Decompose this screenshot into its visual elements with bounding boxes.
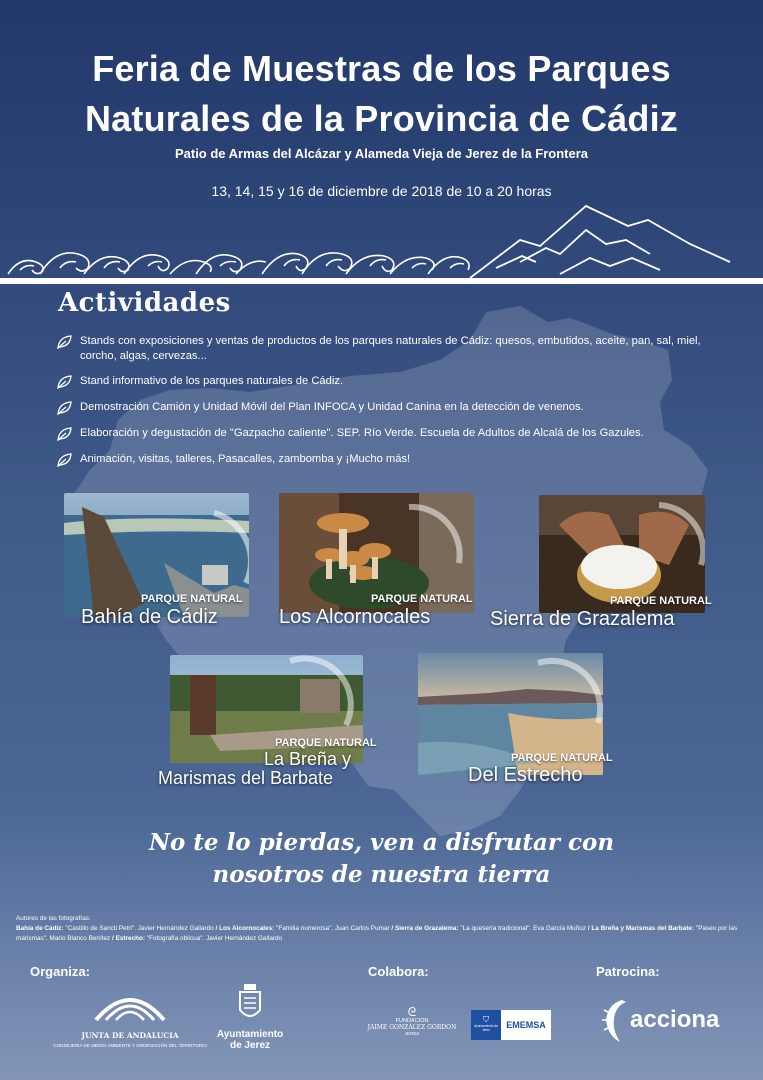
credit-label: Los Alcornocales:	[217, 925, 275, 932]
emesa-logo	[471, 1010, 551, 1040]
park-name: Bahía de Cádiz	[81, 606, 218, 628]
park-name-line-1: La Breña y	[264, 749, 352, 769]
activity-text: Animación, visitas, talleres, Pasacalles, zambomba y ¡Mucho más!	[80, 453, 411, 465]
leaf-icon	[56, 374, 74, 390]
credit-separator: /	[391, 925, 394, 932]
emesa-side-panel	[471, 1010, 501, 1040]
junta-de-andalucia-logo	[40, 986, 220, 1048]
credit-label: Bahía de Cádiz:	[16, 925, 64, 932]
organiza-label: Organiza:	[30, 964, 90, 979]
ayuntamiento-jerez-logo	[208, 984, 292, 1051]
credits-body	[16, 924, 746, 944]
park-los-alcornocales	[279, 493, 479, 633]
coat-of-arms-icon	[236, 984, 264, 1024]
park-name: Sierra de Grazalema	[490, 608, 675, 630]
park-label: PARQUE NATURAL	[610, 595, 712, 607]
patrocina-label: Patrocina:	[596, 964, 660, 979]
event-dates: 13, 14, 15 y 16 de diciembre de 2018 de 10 a 20 horas	[211, 183, 552, 199]
park-sierra-de-grazalema	[490, 495, 710, 635]
park-la-brena	[158, 655, 377, 791]
ayuntamiento-line-2: de Jerez	[229, 1040, 271, 1051]
credit-text: "Paseo por las marismas". Mario Blanco Benítez	[16, 925, 738, 942]
park-name-line-2: Marismas del Barbate	[158, 768, 334, 788]
activity-text: Demostración Camión y Unidad Móvil del Plan INFOCA y Unidad Canina en la detección de venenos.	[80, 401, 584, 413]
fundacion-line-2: JAIME GONZÁLEZ GORDON	[367, 1024, 457, 1031]
header-divider	[0, 278, 763, 284]
ayuntamiento-line-1: Ayuntamiento	[216, 1029, 284, 1040]
activity-text: Stands con exposiciones y ventas de productos de los parques naturales de Cádiz: quesos, embutidos, aceite, pan, sal, miel, corcho, algas, cervezas...	[80, 335, 701, 362]
credit-text: "Familia numerosa". Juan Carlos Pumar	[274, 925, 392, 932]
title-line-2: Naturales de la Provincia de Cádiz	[84, 98, 678, 139]
park-label: PARQUE NATURAL	[141, 593, 243, 605]
leaf-icon	[56, 452, 74, 468]
leaf-icon	[56, 400, 74, 416]
activities-list	[56, 334, 716, 478]
junta-name: JUNTA DE ANDALUCIA	[81, 1031, 179, 1040]
coat-of-arms-icon: ⛉	[483, 1015, 489, 1024]
venue-subtitle: Patio de Armas del Alcázar y Alameda Vieja de Jerez de la Frontera	[174, 146, 589, 161]
title-line-1: Feria de Muestras de los Parques	[92, 48, 671, 89]
slogan-line-2: nosotros de nuestra tierra	[212, 861, 551, 888]
credit-separator: /	[587, 925, 590, 932]
activity-item	[56, 334, 716, 364]
park-bahia-de-cadiz	[64, 493, 250, 633]
junta-subtitle: CONSEJERÍA DE MEDIO AMBIENTE Y ORDENACIÓN DEL TERRITORIO	[53, 1043, 207, 1048]
emesa-small-text: Ayuntamiento de Jerez	[474, 1024, 498, 1032]
acciona-logo	[600, 996, 724, 1044]
credit-text: "Fotografía oblicua". Javier Hernández Gallardo	[145, 935, 283, 942]
activity-item	[56, 374, 716, 390]
acciona-name: acciona	[630, 1006, 720, 1033]
waves-mountains-illustration	[0, 200, 763, 280]
park-label: PARQUE NATURAL	[275, 737, 377, 749]
mountain-icon	[470, 206, 730, 278]
credit-text: "La quesería tradicional". Eva García Muñoz	[458, 925, 588, 932]
leaf-icon	[56, 426, 74, 442]
activity-item	[56, 452, 716, 468]
park-label: PARQUE NATURAL	[371, 593, 473, 605]
park-name: Los Alcornocales	[279, 606, 431, 628]
park-label: PARQUE NATURAL	[511, 752, 613, 764]
credit-label: Sierra de Grazalema:	[393, 925, 459, 932]
activity-text: Elaboración y degustación de "Gazpacho caliente". SEP. Río Verde. Escuela de Adultos de Alcalá de los Gazules.	[80, 427, 644, 439]
activity-text: Stand informativo de los parques naturales de Cádiz.	[80, 375, 344, 387]
credits-heading: Autores de las fotografías:	[16, 915, 91, 922]
activity-item	[56, 426, 716, 442]
wave-icon	[8, 253, 469, 274]
credit-separator: /	[112, 935, 114, 942]
credit-text: "Castillo de Sancti Petri". Javier Hernández Gallardo	[63, 925, 216, 932]
activity-item	[56, 400, 716, 416]
acciona-leaf-icon	[600, 996, 630, 1044]
colabora-label: Colabora:	[368, 964, 429, 979]
junta-emblem-icon	[90, 986, 170, 1026]
leaf-icon	[56, 334, 74, 350]
park-del-estrecho	[418, 653, 613, 789]
fundacion-monogram-icon: ᘓ	[407, 1005, 417, 1019]
emesa-name: EMEMSA	[506, 1020, 546, 1030]
credit-label: Estrecho:	[113, 935, 146, 942]
activities-heading: Actividades	[58, 288, 231, 318]
photo-credits	[16, 914, 746, 944]
credit-label: La Breña y Marismas del Barbate:	[589, 925, 695, 932]
slogan-line-1: No te lo pierdas, ven a disfrutar con	[148, 829, 615, 856]
fundacion-gonzalez-gordon-logo	[362, 1006, 462, 1036]
credit-separator: /	[215, 925, 218, 932]
park-name: Del Estrecho	[468, 764, 583, 786]
fundacion-line-1: FUNDACIÓN	[395, 1018, 429, 1024]
fundacion-line-3: JEREZ	[404, 1031, 420, 1036]
